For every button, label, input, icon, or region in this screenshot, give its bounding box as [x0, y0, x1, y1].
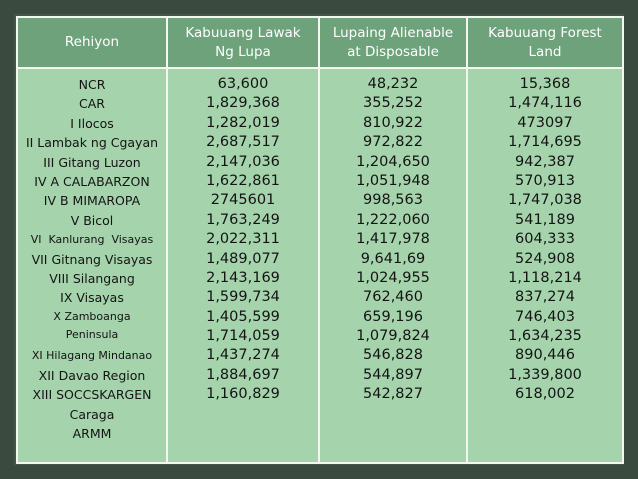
region-cell: XI Hilagang Mindanao — [31, 349, 153, 363]
value-cell: 1,437,274 — [206, 347, 280, 364]
header-kabuuang-lawak — [167, 17, 319, 68]
value-cell: 524,908 — [515, 250, 575, 267]
header-alienable-label: Lupaing Alienable at Disposable — [332, 24, 454, 60]
value-cell: 2,147,036 — [206, 153, 280, 170]
value-cell: 1,829,368 — [206, 95, 280, 112]
region-cell: ARMM — [72, 426, 112, 442]
region-cell: V Bicol — [70, 212, 114, 228]
value-cell: 1,747,038 — [508, 192, 582, 209]
value-cell: 1,051,948 — [356, 172, 430, 189]
region-cell: Caraga — [69, 406, 115, 422]
forest-column — [467, 68, 623, 463]
value-cell: 15,368 — [519, 76, 571, 92]
region-cell: VII Gitnang Visayas — [31, 251, 153, 267]
value-cell: 1,160,829 — [206, 386, 280, 403]
header-kabuuang-lawak-label: Kabuuang Lawak Ng Lupa — [185, 24, 301, 60]
region-cell: II Lambak ng Cgayan — [25, 135, 159, 151]
region-cell: IV B MIMAROPA — [43, 193, 141, 209]
value-cell: 746,403 — [515, 308, 575, 325]
value-cell: 541,189 — [515, 211, 575, 228]
value-cell: 542,827 — [363, 386, 423, 403]
value-cell: 473097 — [517, 114, 573, 131]
value-cell: 1,405,599 — [206, 308, 280, 325]
value-cell: 1,714,059 — [206, 328, 280, 345]
value-cell: 1,763,249 — [206, 211, 280, 228]
value-cell: 659,196 — [363, 308, 423, 325]
value-cell: 1,714,695 — [508, 134, 582, 151]
value-cell: 1,222,060 — [356, 211, 430, 228]
value-cell: 1,282,019 — [206, 114, 280, 131]
alienable-column — [319, 68, 467, 463]
value-cell: 942,387 — [515, 153, 575, 170]
value-cell: 1,339,800 — [508, 366, 582, 383]
value-cell: 544,897 — [363, 366, 423, 383]
value-cell: 1,204,650 — [356, 153, 430, 170]
region-cell: VIII Silangang — [49, 270, 135, 286]
value-cell: 2,143,169 — [206, 269, 280, 286]
region-cell: I Ilocos — [70, 115, 114, 131]
value-cell: 1,622,861 — [206, 172, 280, 189]
value-cell: 2745601 — [210, 192, 276, 209]
value-cell: 1,489,077 — [206, 250, 280, 267]
land-area-table — [16, 16, 624, 464]
region-cell: NCR — [78, 77, 106, 92]
value-cell: 762,460 — [363, 289, 423, 306]
value-cell: 972,822 — [363, 134, 423, 151]
region-cell: IV A CALABARZON — [34, 173, 150, 189]
kabuuang-lawak-column — [167, 68, 319, 463]
value-cell: 2,687,517 — [206, 134, 280, 151]
region-column — [17, 68, 167, 463]
value-cell: 890,446 — [515, 347, 575, 364]
value-cell: 810,922 — [363, 114, 423, 131]
value-cell: 1,024,955 — [356, 269, 430, 286]
value-cell: 355,252 — [363, 95, 423, 112]
region-cell: CAR — [79, 96, 105, 112]
value-cell: 63,600 — [217, 76, 269, 92]
body-row — [17, 68, 623, 463]
region-cell: III Gitang Luzon — [43, 154, 141, 170]
region-cell: X Zamboanga Peninsula — [53, 309, 131, 341]
header-row — [17, 17, 623, 68]
value-cell: 604,333 — [515, 231, 575, 248]
header-forest-label: Kabuuang Forest Land — [488, 24, 602, 60]
value-cell: 2,022,311 — [206, 231, 280, 248]
region-cell: IX Visayas — [60, 290, 124, 306]
header-alienable — [319, 17, 467, 68]
value-cell: 570,913 — [515, 172, 575, 189]
value-cell: 546,828 — [363, 347, 423, 364]
value-cell: 998,563 — [363, 192, 423, 209]
value-cell: 618,002 — [515, 386, 575, 403]
region-cell: VI Kanlurang Visayas — [30, 233, 154, 247]
value-cell: 837,274 — [515, 289, 575, 306]
value-cell: 1,118,214 — [508, 269, 582, 286]
value-cell: 1,417,978 — [356, 231, 430, 248]
header-forest — [467, 17, 623, 68]
value-cell: 9,641,69 — [360, 250, 426, 267]
header-rehiyon: Rehiyon — [17, 17, 167, 68]
value-cell: 1,079,824 — [356, 328, 430, 345]
value-cell: 1,599,734 — [206, 289, 280, 306]
value-cell: 48,232 — [367, 76, 419, 92]
value-cell: 1,884,697 — [206, 366, 280, 383]
value-cell: 1,634,235 — [508, 328, 582, 345]
region-cell: XIII SOCCSKARGEN — [32, 387, 152, 403]
value-cell: 1,474,116 — [508, 95, 582, 112]
region-cell: XII Davao Region — [38, 367, 146, 383]
